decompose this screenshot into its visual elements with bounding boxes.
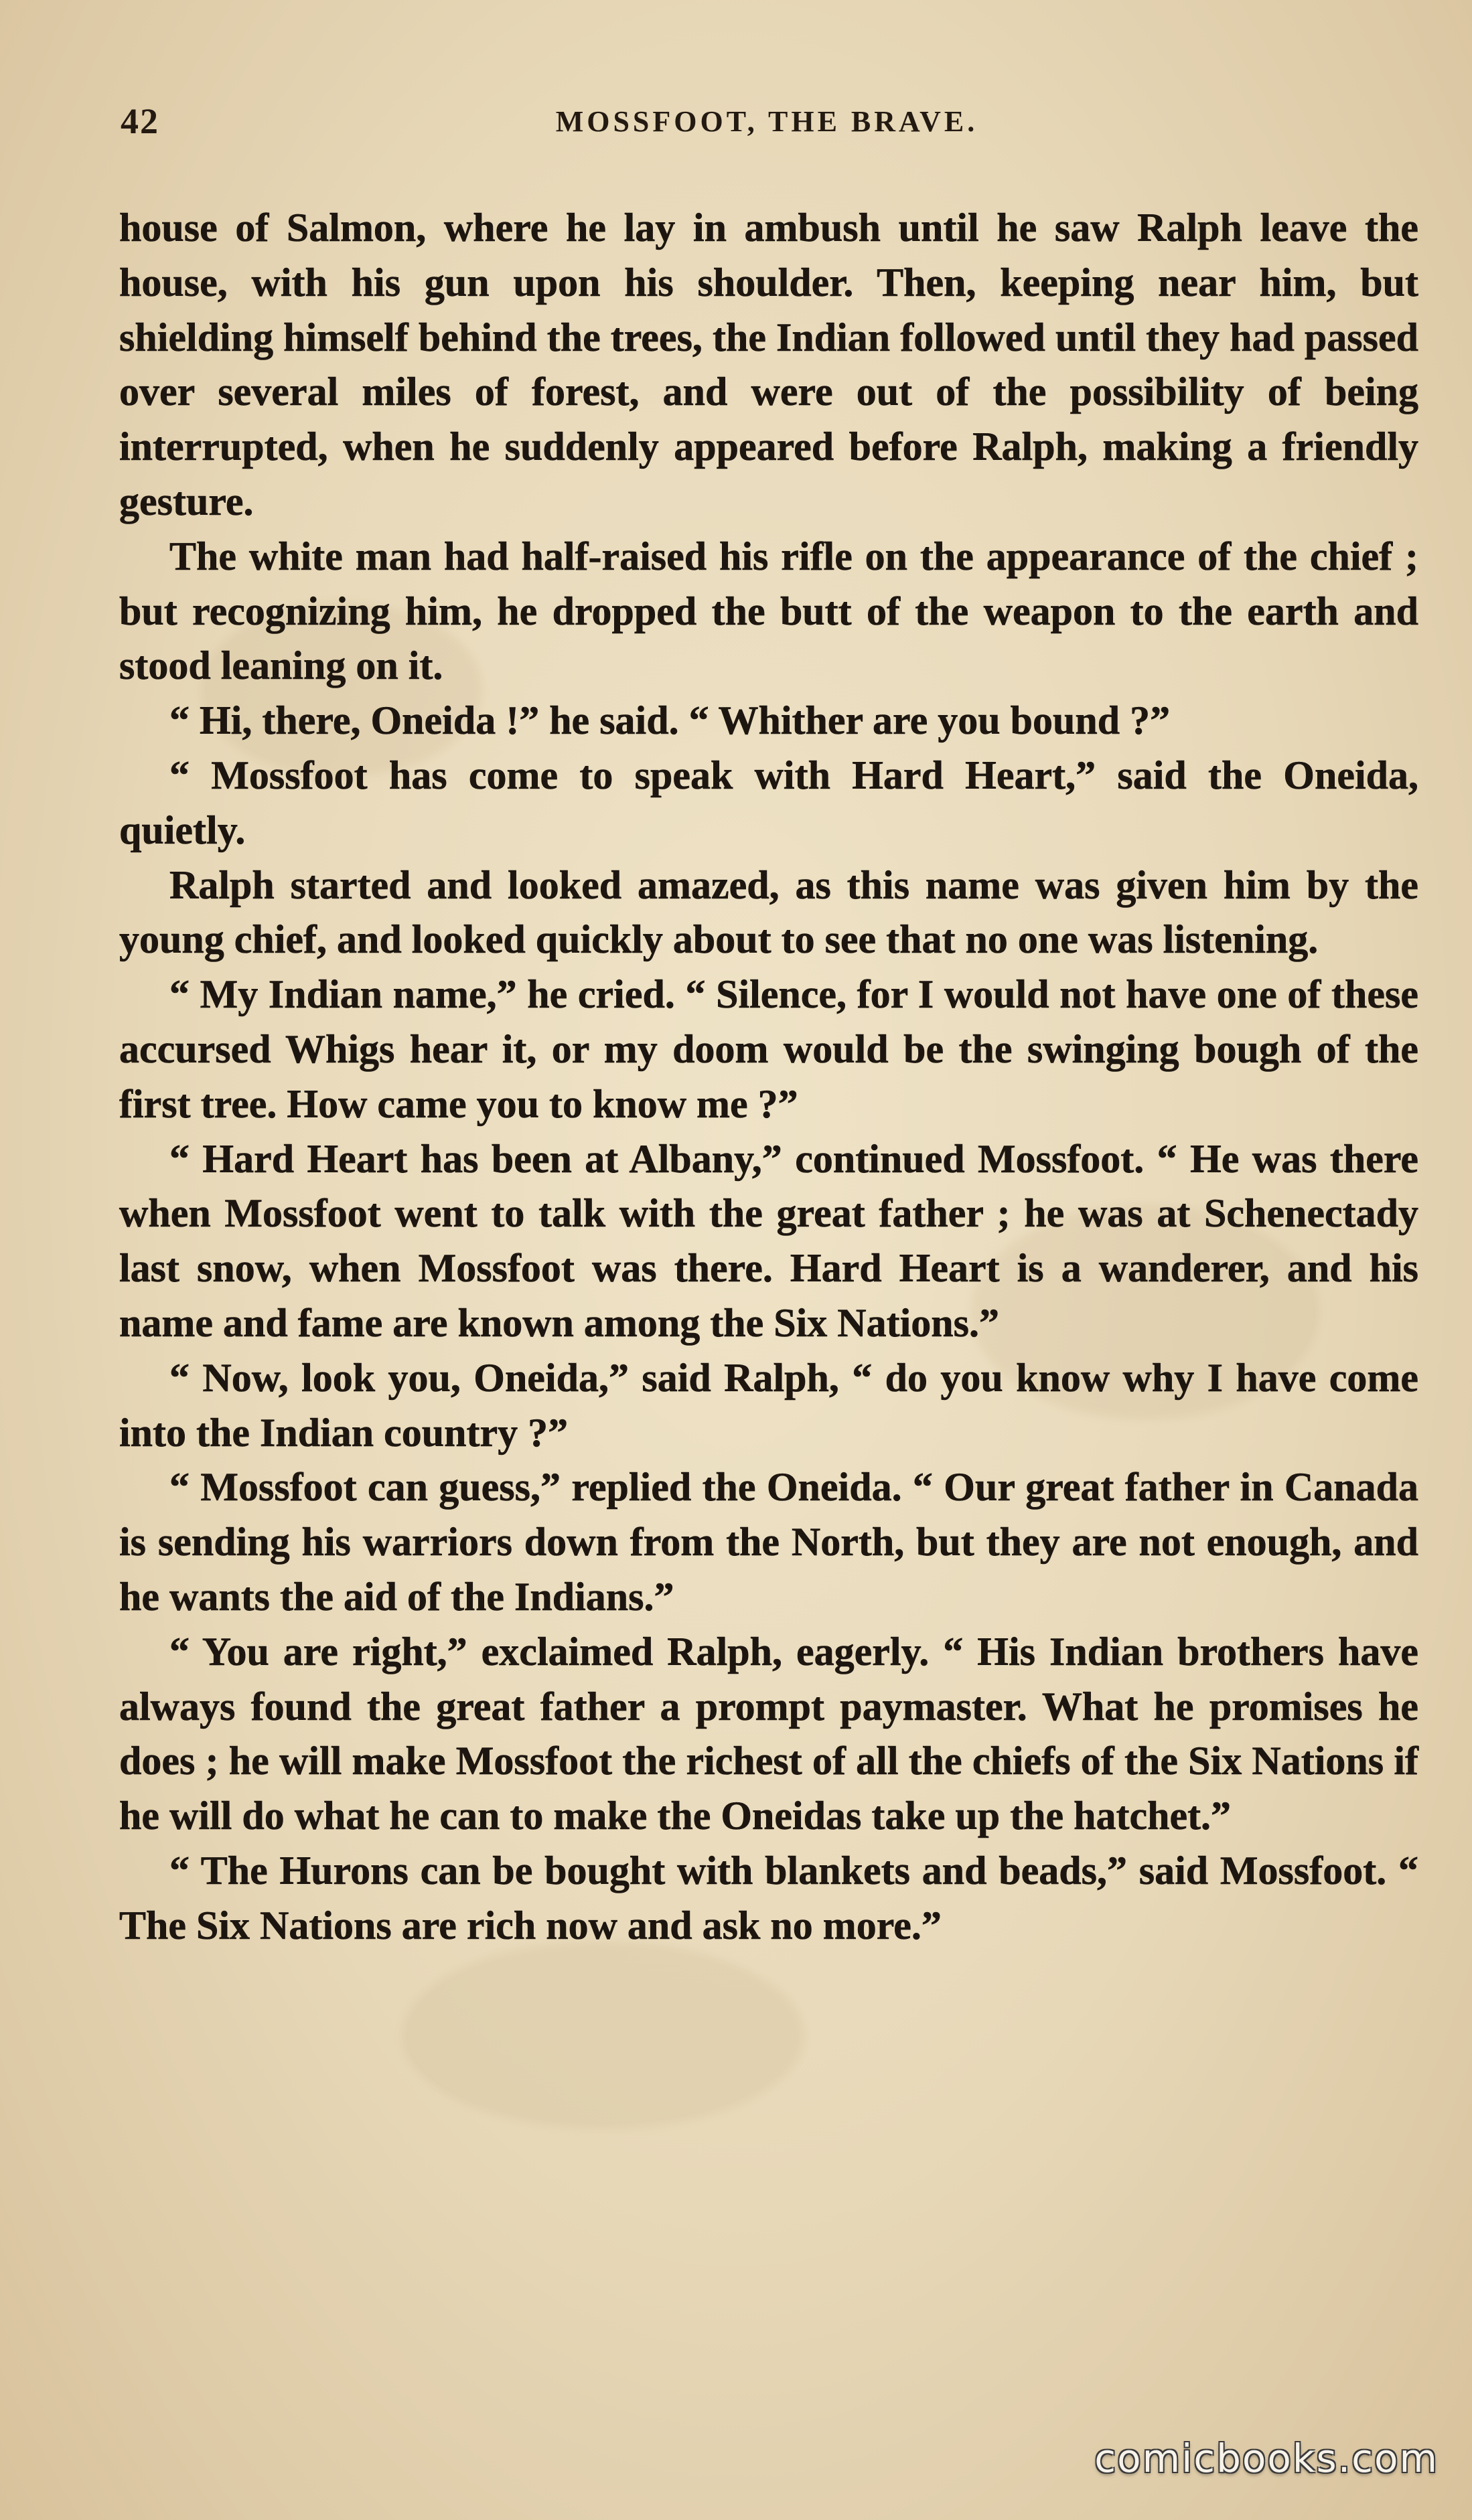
paragraph: “ Mossfoot can guess,” replied the Oneida. “ Our great father in Canada is sending his warriors down from the North, but they are not enough, and he wants the aid of the Indians.”	[119, 1465, 1418, 1619]
paragraph: “ Now, look you, Oneida,” said Ralph, “ do you know why I have come into the Indian country ?”	[119, 1355, 1418, 1455]
paragraph: The white man had half-raised his rifle on the appearance of the chief ; but recognizing him, he dropped the butt of the weapon to the earth and stood leaning on it.	[119, 534, 1418, 688]
paragraph: “ Hard Heart has been at Albany,” continued Mossfoot. “ He was there when Mossfoot went to talk with the great father ; he was at Schenectady last snow, when Mossfoot was there. Hard Heart is a wanderer, and his name and fame are known among the Six Nations.”	[119, 1136, 1418, 1345]
running-title: MOSSFOOT, THE BRAVE.	[555, 105, 978, 138]
paragraph: “ My Indian name,” he cried. “ Silence, for I would not have one of these accursed Whigs hear it, or my doom would be the swinging bough of the first tree. How came you to know me ?”	[119, 972, 1418, 1126]
watermark: comicbooks.com	[1094, 2436, 1439, 2481]
paragraph: “ The Hurons can be bought with blankets and beads,” said Mossfoot. “ The Six Nations are rich now and ask no more.”	[119, 1848, 1418, 1948]
paragraph: “ Hi, there, Oneida !” he said. “ Whither are you bound ?”	[169, 698, 1171, 743]
paragraph: “ You are right,” exclaimed Ralph, eagerly. “ His Indian brothers have always found the great father a prompt paymaster. What he promises he does ; he will make Mossfoot the richest of all the chiefs of the Six Nations if he will do what he can to make the Oneidas take up the hatchet.”	[119, 1629, 1418, 1838]
paper-stain	[402, 1942, 804, 2129]
body-text	[119, 201, 1418, 1954]
running-head	[121, 100, 1413, 141]
paragraph: “ Mossfoot has come to speak with Hard Heart,” said the Oneida, quietly.	[119, 753, 1418, 852]
paragraph: house of Salmon, where he lay in ambush until he saw Ralph leave the house, with his gun upon his shoulder. Then, keeping near him, but shielding himself behind the trees, the Indian followed until they had passed over several miles of forest, and were out of the possibility of being interrupted, when he suddenly appeared before Ralph, making a friendly gesture.	[119, 206, 1418, 524]
page-number: 42	[121, 101, 159, 141]
paragraph: Ralph started and looked amazed, as this name was given him by the young chief, and looked quickly about to see that no one was listening.	[119, 862, 1418, 962]
